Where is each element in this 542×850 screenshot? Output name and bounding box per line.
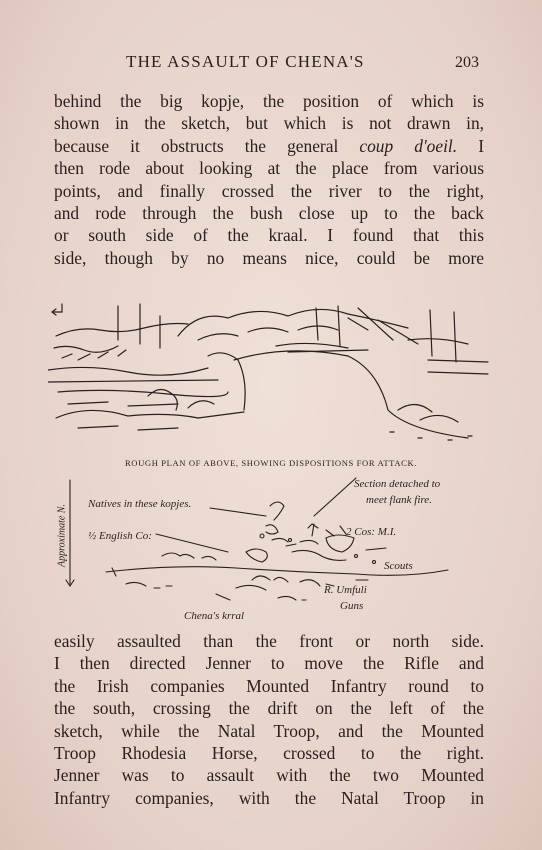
text-line: the south, crossing the drift on the left of the xyxy=(54,698,484,719)
text-line: Jenner was to assault with the two Mounted xyxy=(54,765,484,786)
label-flank-fire: meet flank fire. xyxy=(366,494,432,506)
text-line: or south side of the kraal. I found that this xyxy=(54,225,484,246)
label-scouts: Scouts xyxy=(384,560,413,572)
italic-phrase: coup d'oeil. xyxy=(359,135,458,156)
text-line: easily assaulted than the front or north side. xyxy=(54,631,484,651)
label-section-detached: Section detached to xyxy=(354,478,441,490)
text-line: side, though by no means nice, could be more xyxy=(54,247,484,268)
paragraph-top xyxy=(54,90,484,269)
text-line: I then directed Jenner to move the Rifle and xyxy=(54,653,484,674)
label-natives-kopjes: Natives in these kopjes. xyxy=(88,498,192,510)
label-approximate-north: Approximate N. xyxy=(56,504,68,567)
text-line: the Irish companies Mounted Infantry round to xyxy=(54,675,484,696)
label-english-company: ½ English Co: xyxy=(88,530,152,542)
text-segment: I xyxy=(457,135,485,156)
label-chenas-kraal: Chena's krral xyxy=(184,610,245,622)
landscape-sketch xyxy=(48,300,492,448)
paragraph-bottom xyxy=(54,630,484,809)
text-line: sketch, while the Natal Troop, and the Mounted xyxy=(54,720,484,741)
text-line: Infantry companies, with the Natal Troop in xyxy=(54,787,484,808)
label-river-umfuli: R. Umfuli xyxy=(324,584,367,596)
text-segment: because it obstructs the general xyxy=(54,135,360,156)
running-head: THE ASSAULT OF CHENA'S xyxy=(126,52,365,71)
rough-plan-diagram xyxy=(56,476,496,626)
figure-caption: ROUGH PLAN OF ABOVE, SHOWING DISPOSITIONS FOR ATTACK. xyxy=(124,458,418,468)
page-number: 203 xyxy=(455,54,479,71)
label-mounted-infantry: 2 Cos: M.I. xyxy=(346,526,397,538)
text-line: shown in the sketch, but which is not drawn in, xyxy=(54,113,484,134)
text-line: Troop Rhodesia Horse, crossed to the right. xyxy=(54,743,484,764)
text-line: and rode through the bush close up to the back xyxy=(54,203,484,224)
label-guns: Guns xyxy=(340,600,364,612)
text-line: behind the big kopje, the position of which is xyxy=(54,91,484,111)
page-header xyxy=(0,52,542,76)
text-line: points, and finally crossed the river to the right, xyxy=(54,180,484,201)
text-line xyxy=(54,135,484,157)
text-line: then rode about looking at the place from various xyxy=(54,158,484,179)
